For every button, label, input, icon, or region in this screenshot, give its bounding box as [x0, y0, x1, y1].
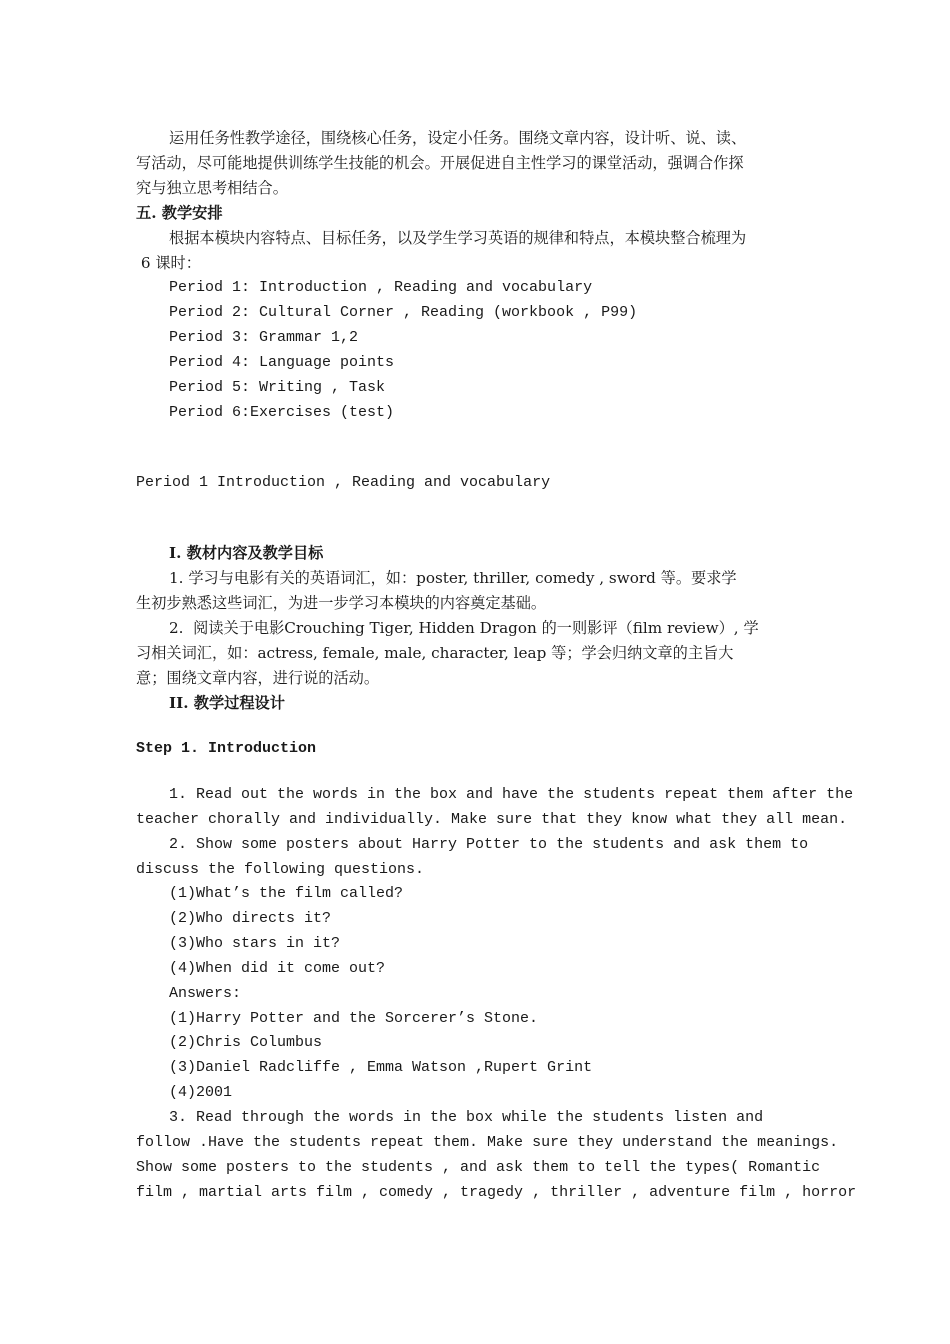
period-item: Period 4: Language points: [169, 354, 395, 371]
intro-line-2: 写活动，尽可能地提供训练学生技能的机会。开展促进自主性学习的课堂活动，强调合作探: [136, 154, 744, 172]
section5-desc-line-2: 6 课时：: [136, 254, 201, 272]
step1-p3-line-2: follow .Have the students repeat them. Make sure they understand the meanings.: [136, 1134, 839, 1151]
question-item: (4)When did it come out?: [169, 960, 386, 977]
part1-heading: Ⅰ. 教材内容及教学目标: [169, 544, 324, 562]
step1-p3-line-4: film , martial arts film , comedy , tragedy , thriller , adventure film , horror: [136, 1184, 857, 1201]
part1-item2-line-2: 习相关词汇，如：actress, female, male, character, leap 等；学会归纳文章的主旨大: [136, 644, 734, 662]
part1-item1-line-2: 生初步熟悉这些词汇，为进一步学习本模块的内容奠定基础。: [136, 594, 547, 612]
step1-p3-line-1: 3. Read through the words in the box while the students listen and: [169, 1109, 764, 1126]
step1-heading: Step 1. Introduction: [136, 740, 317, 757]
intro-line-1: 运用任务性教学途径，围绕核心任务，设定小任务。围绕文章内容，设计听、说、读、: [169, 129, 747, 147]
answer-item: (2)Chris Columbus: [169, 1034, 323, 1051]
answer-item: (1)Harry Potter and the Sorcerer’s Stone.: [169, 1010, 539, 1027]
section5-heading: 五. 教学安排: [136, 204, 223, 222]
answer-item: (4)2001: [169, 1084, 233, 1101]
period-item: Period 6:Exercises (test): [169, 404, 395, 421]
step1-p1-line-2: teacher chorally and individually. Make sure that they know what they all mean.: [136, 811, 848, 828]
step1-p3-line-3: Show some posters to the students , and ask them to tell the types( Romantic: [136, 1159, 821, 1176]
step1-p2-line-2: discuss the following questions.: [136, 861, 425, 878]
answer-item: (3)Daniel Radcliffe , Emma Watson ,Rupert Grint: [169, 1059, 593, 1076]
intro-line-3: 究与独立思考相结合。: [136, 179, 288, 197]
period-item: Period 1: Introduction , Reading and vocabulary: [169, 279, 593, 296]
period1-title: Period 1 Introduction , Reading and vocabulary: [136, 474, 551, 491]
section5-desc-line-1: 根据本模块内容特点、目标任务，以及学生学习英语的规律和特点，本模块整合梳理为: [169, 229, 747, 247]
question-item: (3)Who stars in it?: [169, 935, 341, 952]
part1-item1-line-1: 1. 学习与电影有关的英语词汇，如：poster, thriller, comedy , sword 等。要求学: [169, 569, 737, 587]
part1-item2-line-1: 2. 阅读关于电影Crouching Tiger, Hidden Dragon 的一则影评（film review）, 学: [169, 619, 759, 637]
answers-label: Answers:: [169, 985, 242, 1002]
period-item: Period 5: Writing , Task: [169, 379, 386, 396]
question-item: (2)Who directs it?: [169, 910, 332, 927]
part2-heading: II. 教学过程设计: [169, 694, 285, 712]
step1-p1-line-1: 1. Read out the words in the box and have the students repeat them after the: [169, 786, 854, 803]
period-item: Period 3: Grammar 1,2: [169, 329, 359, 346]
step1-p2-line-1: 2. Show some posters about Harry Potter to the students and ask them to: [169, 836, 809, 853]
part1-item2-line-3: 意；围绕文章内容，进行说的活动。: [136, 669, 379, 687]
period-item: Period 2: Cultural Corner , Reading (workbook , P99): [169, 304, 638, 321]
question-item: (1)What’s the film called?: [169, 885, 404, 902]
